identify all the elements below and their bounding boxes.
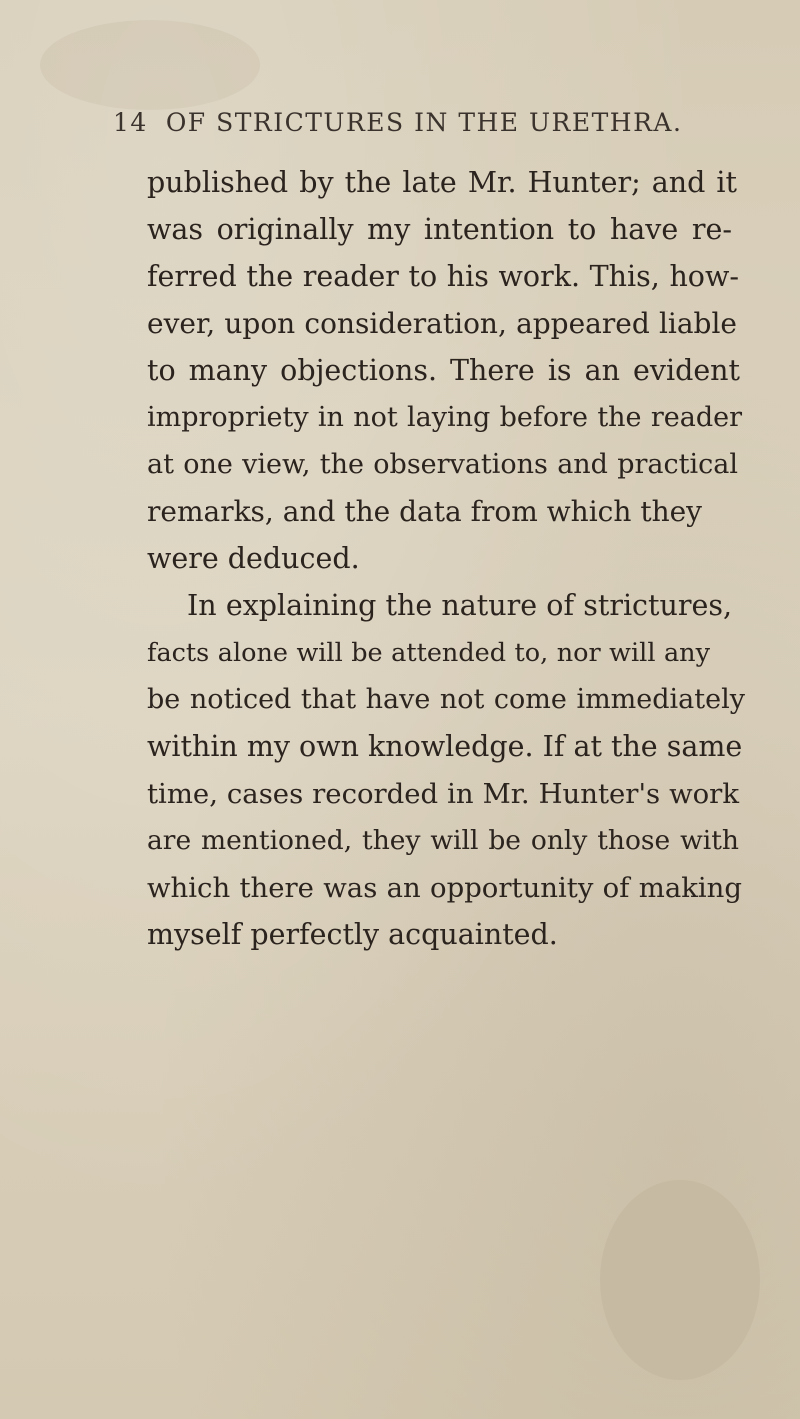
text-line: were deduced. xyxy=(147,542,360,575)
text-line: ferred the reader to his work. This, how- xyxy=(147,260,739,293)
text-line: be noticed that have not come immediately xyxy=(147,684,745,715)
text-line: published by the late Mr. Hunter; and it xyxy=(147,166,737,199)
text-line: ever, upon consideration, appeared liable xyxy=(147,307,737,340)
text-line: In explaining the nature of strictures, xyxy=(187,589,732,622)
paper-stain xyxy=(600,1180,760,1380)
paper-stain xyxy=(40,20,260,110)
text-line: facts alone will be attended to, nor will any xyxy=(147,638,710,668)
text-line: myself perfectly acquainted. xyxy=(147,918,558,951)
text-line: within my own knowledge. If at the same xyxy=(147,730,743,763)
text-line: at one view, the observations and practical xyxy=(147,449,738,480)
text-line: which there was an opportunity of making xyxy=(147,872,742,904)
page-number: 14 xyxy=(113,108,148,137)
text-line: time, cases recorded in Mr. Hunter's work xyxy=(147,778,739,810)
running-head xyxy=(113,108,773,137)
text-line: to many objections. There is an evident xyxy=(147,354,740,387)
text-line: was originally my intention to have re- xyxy=(147,213,732,246)
running-head-title: OF STRICTURES IN THE URETHRA. xyxy=(165,108,683,137)
text-line: remarks, and the data from which they xyxy=(147,495,702,528)
text-line: are mentioned, they will be only those with xyxy=(147,825,739,856)
text-line: impropriety in not laying before the reader xyxy=(147,402,742,433)
